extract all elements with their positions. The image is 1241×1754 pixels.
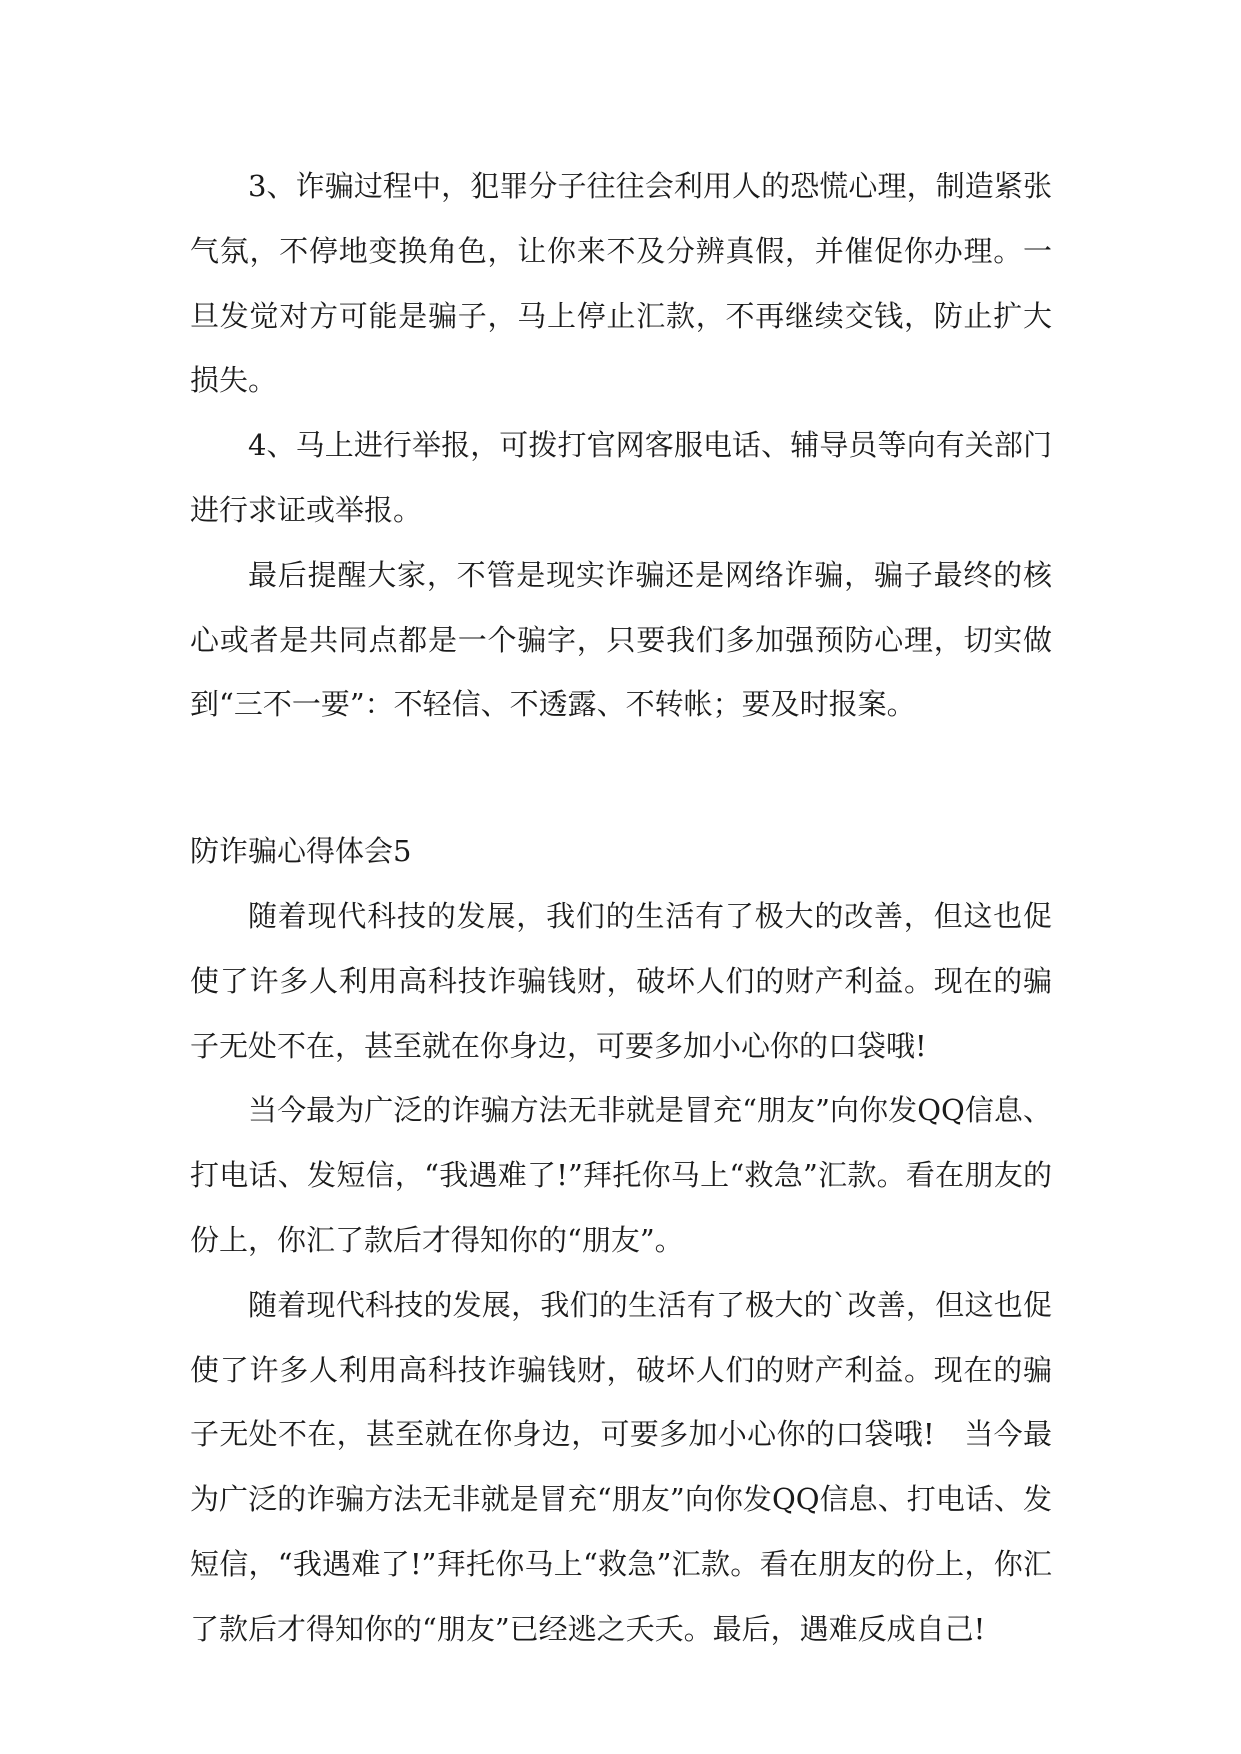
paragraph-step-3: 3、诈骗过程中，犯罪分子往往会利用人的恐慌心理，制造紧张气氛，不停地变换角色，让你来不及分辨真假，并催促你办理。一旦发觉对方可能是骗子，马上停止汇款，不再继续交钱，防止扩大损失。: [190, 169, 1052, 398]
paragraph-step-4: 4、马上进行举报，可拨打官网客服电话、辅导员等向有关部门进行求证或举报。: [190, 428, 1052, 527]
paragraph-final-reminder: 最后提醒大家，不管是现实诈骗还是网络诈骗，骗子最终的核心或者是共同点都是一个骗字，只要我们多加强预防心理，切实做到“三不一要”：不轻信、不透露、不转帐；要及时报案。: [190, 557, 1052, 722]
paragraph-tech-development: 随着现代科技的发展，我们的生活有了极大的改善，但这也促使了许多人利用高科技诈骗钱财，破坏人们的财产利益。现在的骗子无处不在，甚至就在你身边，可要多加小心你的口袋哦!: [190, 898, 1052, 1063]
document-body: [190, 154, 1052, 1662]
paragraph-repeat-summary: 随着现代科技的发展，我们的生活有了极大的`改善，但这也促使了许多人利用高科技诈骗钱财，破坏人们的财产利益。现在的骗子无处不在，甚至就在你身边，可要多加小心你的口袋哦! 当今最为广泛的诈骗方法无非就是冒充“朋友”向你发QQ信息、打电话、发短信，“我遇难了!”拜托你马上“救急”汇款。看在朋友的份上，你汇了款后才得知你的“朋友”已经逃之夭夭。最后，遇难反成自己!: [190, 1287, 1052, 1646]
section-title: 防诈骗心得体会5: [190, 834, 412, 869]
paragraph-common-scam: 当今最为广泛的诈骗方法无非就是冒充“朋友”向你发QQ信息、打电话、发短信，“我遇难了!”拜托你马上“救急”汇款。看在朋友的份上，你汇了款后才得知你的“朋友”。: [190, 1093, 1052, 1257]
